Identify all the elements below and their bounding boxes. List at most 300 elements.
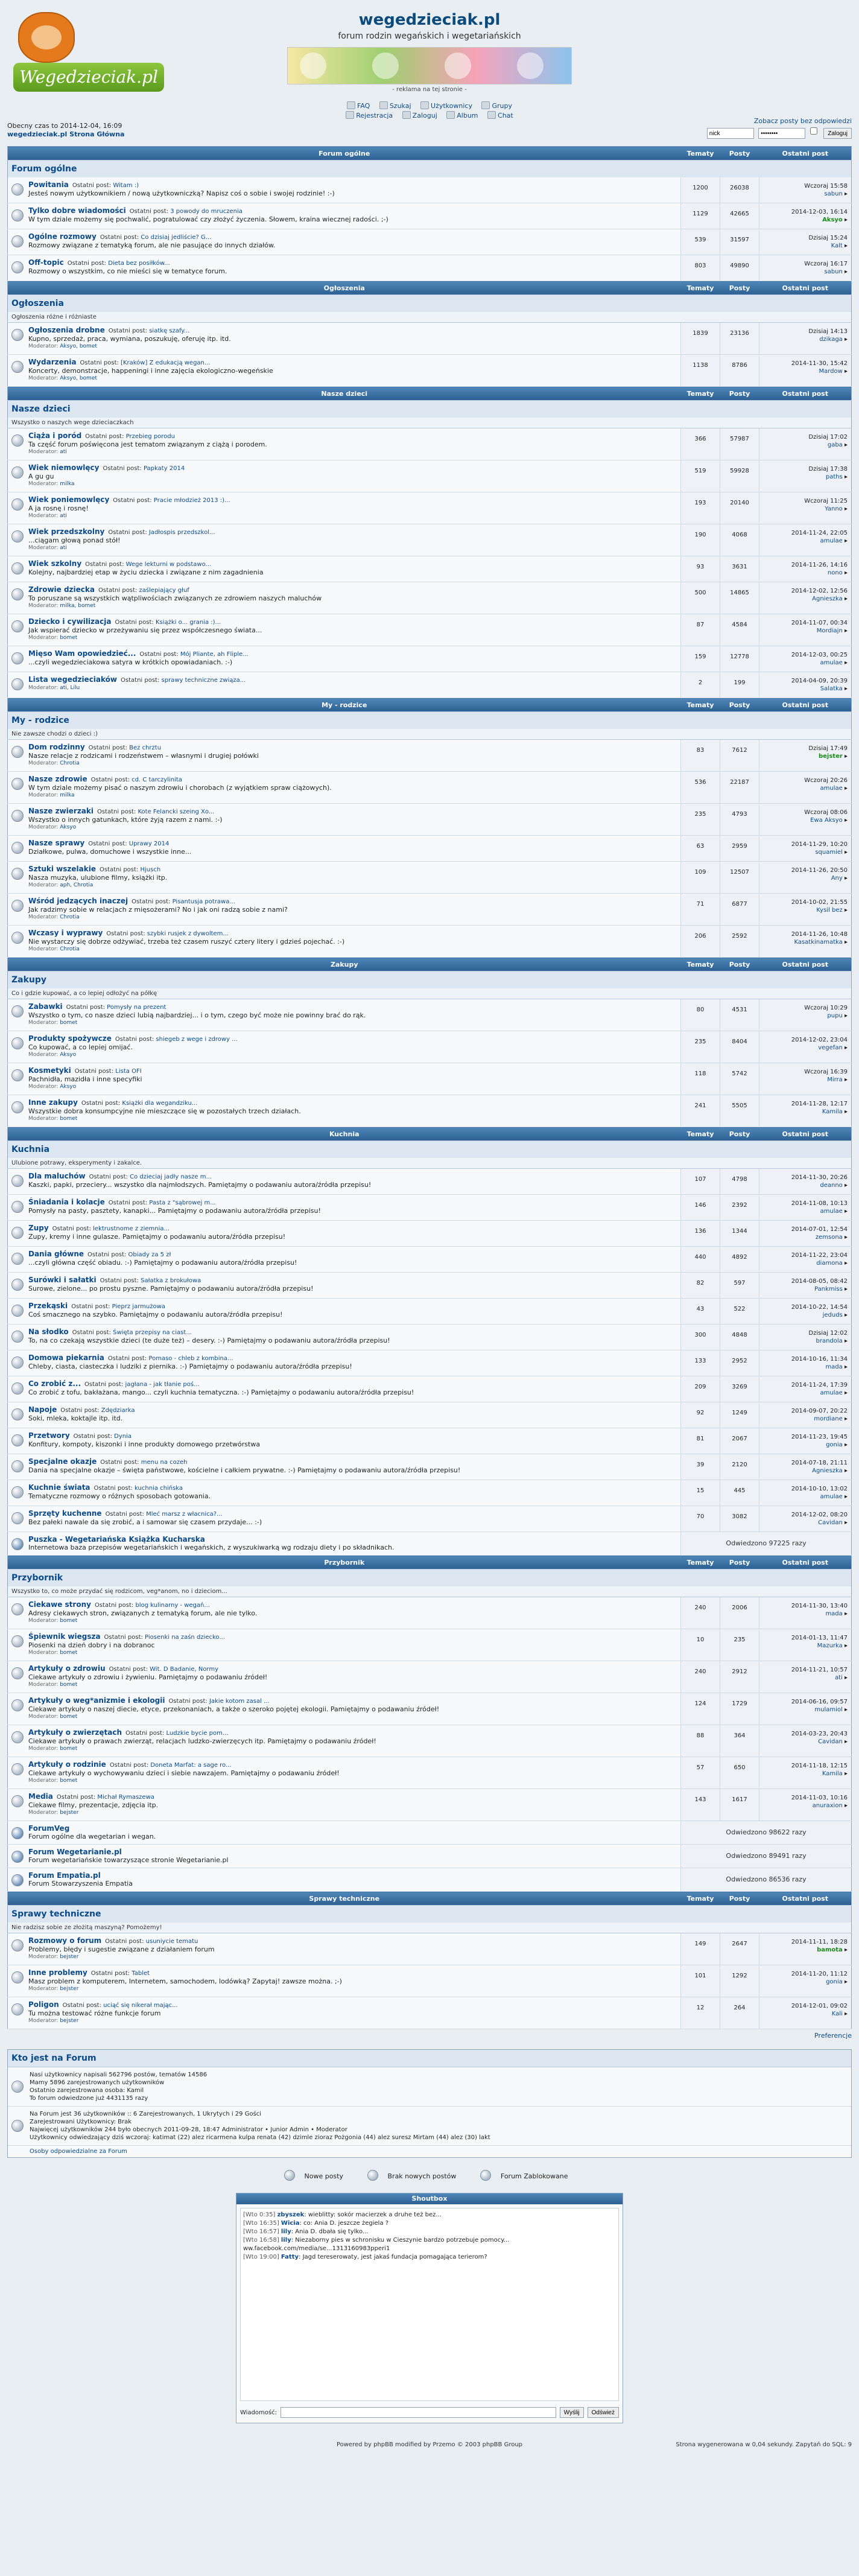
- forum-name-link[interactable]: Powitania: [28, 180, 69, 189]
- last-post-title-link[interactable]: Pomysły na prezent: [107, 1004, 166, 1011]
- autologin-checkbox[interactable]: [810, 127, 817, 135]
- forum-name-link[interactable]: Co zrobić z...: [28, 1379, 81, 1388]
- forum-name-link[interactable]: Wczasy i wyprawy: [28, 929, 103, 937]
- forum-row[interactable]: [8, 492, 852, 524]
- forum-row[interactable]: [8, 1063, 852, 1095]
- nav-album[interactable]: Album: [446, 112, 478, 119]
- last-post-user[interactable]: vegefan: [818, 1045, 843, 1051]
- forum-name-link[interactable]: Wiek szkolny: [28, 559, 82, 568]
- moderator-names[interactable]: bejster: [60, 2018, 79, 2024]
- forum-name-link[interactable]: Tylko dobre wiadomości: [28, 206, 126, 215]
- last-post-title-link[interactable]: blog kulinarny - wegań...: [135, 1602, 210, 1609]
- forum-row[interactable]: [8, 999, 852, 1031]
- forum-name-link[interactable]: Wśród jedzących inaczej: [28, 897, 128, 905]
- last-post-user[interactable]: zemsona: [815, 1234, 843, 1241]
- forum-row[interactable]: [8, 1247, 852, 1273]
- nav-faq[interactable]: FAQ: [347, 102, 370, 110]
- category-title[interactable]: My - rodzice: [8, 712, 852, 730]
- category-title[interactable]: Zakupy: [8, 972, 852, 989]
- forum-row[interactable]: [8, 1693, 852, 1725]
- forum-name-link[interactable]: Sprzęty kuchenne: [28, 1509, 102, 1518]
- go-to-post-icon[interactable]: ▸: [842, 1108, 848, 1115]
- last-post-title-link[interactable]: Pisantusja potrawa...: [172, 898, 235, 905]
- moderator-names[interactable]: bomet: [60, 1714, 78, 1720]
- go-to-post-icon[interactable]: ▸: [842, 1643, 848, 1649]
- last-post-user[interactable]: gonia: [826, 1979, 843, 1985]
- forum-name-link[interactable]: Inne problemy: [28, 1968, 87, 1977]
- forum-row[interactable]: [8, 1997, 852, 2029]
- moderator-names[interactable]: aph, Chrotia: [60, 882, 94, 888]
- last-post-title-link[interactable]: Książki dla wegandziku...: [122, 1100, 198, 1107]
- forum-row[interactable]: [8, 646, 852, 672]
- go-to-post-icon[interactable]: ▸: [842, 1045, 848, 1051]
- shout-user[interactable]: Wicia: [281, 2220, 300, 2227]
- last-post-user[interactable]: amulae: [820, 1208, 843, 1215]
- nav-search[interactable]: Szukaj: [379, 102, 411, 110]
- forum-name-link[interactable]: Przetwory: [28, 1431, 70, 1440]
- go-to-post-icon[interactable]: ▸: [842, 1468, 848, 1474]
- last-post-user[interactable]: Mirra: [827, 1077, 843, 1083]
- forum-name-link[interactable]: Dom rodzinny: [28, 743, 85, 751]
- last-post-title-link[interactable]: Pieprz jarmużowa: [112, 1303, 165, 1310]
- last-post-title-link[interactable]: Mleć marsz z włacnica?...: [146, 1511, 223, 1518]
- shoutbox-input[interactable]: [281, 2407, 556, 2418]
- moderator-names[interactable]: ati: [60, 513, 67, 519]
- go-to-post-icon[interactable]: ▸: [842, 538, 848, 544]
- forum-name-link[interactable]: Na słodko: [28, 1328, 69, 1336]
- username-field[interactable]: [707, 128, 754, 139]
- forum-name-link[interactable]: Ogłoszenia drobne: [28, 326, 105, 334]
- moderator-names[interactable]: Chrotia: [60, 914, 80, 920]
- forum-row[interactable]: [8, 1273, 852, 1299]
- redirect-forum-link[interactable]: Forum Empatia.pl: [28, 1871, 101, 1880]
- forum-row[interactable]: [8, 1597, 852, 1629]
- last-post-title-link[interactable]: shiegeb z wege i zdrowy ...: [156, 1036, 238, 1043]
- forum-row[interactable]: [8, 255, 852, 281]
- go-to-post-icon[interactable]: ▸: [842, 1519, 848, 1526]
- last-post-title-link[interactable]: Lista OFI: [115, 1068, 142, 1075]
- last-post-title-link[interactable]: Książki o... grania :)...: [155, 619, 221, 626]
- moderator-names[interactable]: milka: [60, 792, 75, 798]
- category-title[interactable]: Kuchnia: [8, 1141, 852, 1159]
- go-to-post-icon[interactable]: ▸: [842, 336, 848, 343]
- moderator-names[interactable]: bomet: [60, 635, 78, 641]
- redirect-forum-link[interactable]: Forum Wegetarianie.pl: [28, 1848, 122, 1856]
- moderator-names[interactable]: milka, bomet: [60, 603, 96, 609]
- forum-name-link[interactable]: Śniadania i kolacje: [28, 1198, 105, 1206]
- forum-name-link[interactable]: Wiek poniemowlęcy: [28, 495, 110, 504]
- moderator-names[interactable]: bomet: [60, 1618, 78, 1624]
- last-post-title-link[interactable]: Jakie kotom zasal ...: [209, 1698, 270, 1705]
- last-post-title-link[interactable]: cd. C tarczylinita: [132, 777, 182, 783]
- last-post-title-link[interactable]: Dieta bez posiłków...: [108, 260, 170, 267]
- ad-banner[interactable]: [287, 47, 572, 84]
- go-to-post-icon[interactable]: ▸: [842, 785, 848, 792]
- last-post-user[interactable]: Salatka: [820, 685, 843, 692]
- last-post-user[interactable]: amulae: [820, 785, 843, 792]
- shoutbox-refresh-button[interactable]: Odśwież: [588, 2407, 619, 2418]
- last-post-title-link[interactable]: Obiady za 5 zł: [128, 1251, 171, 1258]
- go-to-post-icon[interactable]: ▸: [842, 753, 848, 760]
- login-button[interactable]: Zaloguj: [823, 128, 852, 139]
- category-title[interactable]: Forum ogólne: [8, 161, 852, 178]
- last-post-title-link[interactable]: Co dzisiaj jedliście? G...: [141, 234, 212, 241]
- last-post-title-link[interactable]: usuniycie tematu: [145, 1938, 198, 1945]
- last-post-title-link[interactable]: Dynia: [114, 1433, 132, 1440]
- moderator-names[interactable]: bomet: [60, 1682, 78, 1688]
- moderator-names[interactable]: Aksyo, bomet: [60, 343, 97, 349]
- go-to-post-icon[interactable]: ▸: [842, 243, 848, 249]
- forum-name-link[interactable]: Artykuły o zwierzętach: [28, 1728, 122, 1737]
- last-post-title-link[interactable]: Michał Rymaszewa: [97, 1794, 154, 1801]
- forum-name-link[interactable]: Mięso Wam opowiedzieć...: [28, 649, 136, 658]
- forum-name-link[interactable]: Artykuły o rodzinie: [28, 1760, 106, 1769]
- last-post-user[interactable]: sabun: [824, 191, 843, 197]
- forum-name-link[interactable]: Wydarzenia: [28, 358, 77, 366]
- forum-row[interactable]: [8, 428, 852, 460]
- forum-name-link[interactable]: Przekąski: [28, 1302, 68, 1310]
- forum-name-link[interactable]: Rozmowy o forum: [28, 1936, 102, 1945]
- last-post-user[interactable]: Any: [831, 875, 843, 882]
- last-post-title-link[interactable]: jagłana - jak tłanie poś...: [125, 1381, 200, 1388]
- staff-link[interactable]: Osoby odpowiedzialne za Forum: [30, 2148, 127, 2155]
- go-to-post-icon[interactable]: ▸: [842, 628, 848, 634]
- forum-row[interactable]: [8, 1629, 852, 1661]
- forum-name-link[interactable]: Zdrowie dziecka: [28, 585, 95, 594]
- last-post-title-link[interactable]: [Kraków] Z edukacją wegan...: [121, 360, 211, 366]
- forum-row[interactable]: [8, 1933, 852, 1965]
- forum-row[interactable]: [8, 772, 852, 804]
- preferences-link[interactable]: Preferencje: [814, 2032, 852, 2040]
- forum-row[interactable]: [8, 524, 852, 556]
- last-post-user[interactable]: pupu: [827, 1013, 843, 1019]
- last-post-user[interactable]: ati: [834, 1674, 843, 1681]
- last-post-user[interactable]: nono: [827, 570, 843, 576]
- shout-user[interactable]: lily: [281, 2228, 291, 2235]
- shout-user[interactable]: Fatty: [281, 2254, 299, 2260]
- go-to-post-icon[interactable]: ▸: [842, 1338, 848, 1344]
- forum-name-link[interactable]: Kuchnie świata: [28, 1483, 90, 1492]
- last-post-user[interactable]: amulae: [820, 660, 843, 666]
- last-post-user[interactable]: mada: [825, 1364, 843, 1370]
- last-post-title-link[interactable]: Przebieg porodu: [125, 433, 175, 440]
- go-to-post-icon[interactable]: ▸: [842, 1979, 848, 1985]
- moderator-names[interactable]: Aksyo, bomet: [60, 375, 97, 381]
- last-post-user[interactable]: amulae: [820, 538, 843, 544]
- moderator-names[interactable]: bomet: [60, 1116, 78, 1122]
- go-to-post-icon[interactable]: ▸: [842, 596, 848, 602]
- last-post-user[interactable]: bamota: [817, 1947, 843, 1953]
- forum-row[interactable]: [8, 203, 852, 229]
- last-post-title-link[interactable]: Ludzkie bycie pom...: [166, 1730, 229, 1737]
- last-post-title-link[interactable]: Doneta Marfat: a sage ro...: [150, 1762, 232, 1769]
- forum-name-link[interactable]: Nasze sprawy: [28, 839, 85, 847]
- forum-name-link[interactable]: Zabawki: [28, 1002, 63, 1011]
- go-to-post-icon[interactable]: ▸: [842, 1770, 848, 1777]
- go-to-post-icon[interactable]: ▸: [842, 269, 848, 275]
- forum-name-link[interactable]: Sztuki wszelakie: [28, 865, 96, 873]
- last-post-user[interactable]: Kamila: [822, 1108, 843, 1115]
- index-link[interactable]: wegedzieciak.pl Strona Główna: [7, 130, 125, 138]
- last-post-user[interactable]: squamiel: [815, 849, 843, 856]
- category-title[interactable]: Sprawy techniczne: [8, 1906, 852, 1923]
- last-post-user[interactable]: mada: [825, 1611, 843, 1617]
- forum-name-link[interactable]: Nasze zwierzaki: [28, 807, 94, 815]
- forum-row[interactable]: [8, 804, 852, 836]
- forum-row[interactable]: [8, 1195, 852, 1221]
- forum-row[interactable]: [8, 926, 852, 958]
- forum-name-link[interactable]: Zupy: [28, 1224, 49, 1232]
- forum-row[interactable]: [8, 614, 852, 646]
- last-post-user[interactable]: amulae: [820, 1493, 843, 1500]
- last-post-user[interactable]: gonia: [826, 1442, 843, 1448]
- last-post-user[interactable]: anuraxion: [812, 1802, 843, 1809]
- redirect-forum-row[interactable]: [8, 1868, 852, 1892]
- last-post-user[interactable]: Kali: [831, 2011, 843, 2017]
- last-post-title-link[interactable]: sprawy techniczne związa...: [161, 677, 246, 684]
- last-post-user[interactable]: mordiane: [814, 1416, 843, 1422]
- moderator-names[interactable]: bomet: [60, 1020, 78, 1026]
- category-title[interactable]: Przybornik: [8, 1569, 852, 1587]
- forum-row[interactable]: [8, 672, 852, 698]
- forum-name-link[interactable]: Dziecko i cywilizacja: [28, 617, 112, 626]
- go-to-post-icon[interactable]: ▸: [842, 1706, 848, 1713]
- last-post-user[interactable]: Mazurka: [817, 1643, 843, 1649]
- moderator-names[interactable]: bomet: [60, 1778, 78, 1784]
- last-post-title-link[interactable]: siatkę szafy...: [149, 328, 190, 334]
- forum-row[interactable]: [8, 1095, 852, 1127]
- forum-row[interactable]: [8, 556, 852, 582]
- moderator-names[interactable]: ati, Lilu: [60, 685, 80, 691]
- last-post-title-link[interactable]: kuchnia chińska: [135, 1485, 183, 1492]
- go-to-post-icon[interactable]: ▸: [842, 939, 848, 946]
- last-post-title-link[interactable]: 3 powody do mruczenia: [170, 208, 242, 215]
- go-to-post-icon[interactable]: ▸: [842, 685, 848, 692]
- go-to-post-icon[interactable]: ▸: [842, 849, 848, 856]
- forum-name-link[interactable]: Inne zakupy: [28, 1098, 78, 1107]
- go-to-post-icon[interactable]: ▸: [842, 506, 848, 512]
- go-to-post-icon[interactable]: ▸: [842, 1364, 848, 1370]
- forum-row[interactable]: [8, 894, 852, 926]
- forum-row[interactable]: [8, 862, 852, 894]
- go-to-post-icon[interactable]: ▸: [842, 1013, 848, 1019]
- forum-row[interactable]: [8, 1402, 852, 1428]
- last-post-user[interactable]: diamona: [816, 1260, 843, 1267]
- go-to-post-icon[interactable]: ▸: [842, 1674, 848, 1681]
- forum-name-link[interactable]: Napoje: [28, 1405, 57, 1414]
- last-post-title-link[interactable]: Wit. D Badanie, Normy: [150, 1666, 219, 1673]
- forum-row[interactable]: [8, 1299, 852, 1325]
- forum-row[interactable]: [8, 1965, 852, 1997]
- forum-name-link[interactable]: Nasze zdrowie: [28, 775, 87, 783]
- last-post-user[interactable]: Aksyo: [822, 217, 843, 223]
- last-post-title-link[interactable]: Kote Felancki szeing Xo...: [138, 809, 215, 815]
- go-to-post-icon[interactable]: ▸: [842, 1234, 848, 1241]
- forum-row[interactable]: [8, 1376, 852, 1402]
- forum-row[interactable]: [8, 1661, 852, 1693]
- forum-row[interactable]: [8, 740, 852, 772]
- moderator-names[interactable]: milka: [60, 481, 75, 487]
- forum-row[interactable]: [8, 1169, 852, 1195]
- forum-row[interactable]: [8, 229, 852, 255]
- shout-user[interactable]: zbyszek: [277, 2212, 305, 2218]
- go-to-post-icon[interactable]: ▸: [842, 1738, 848, 1745]
- last-post-user[interactable]: paths: [825, 474, 843, 480]
- last-post-title-link[interactable]: Jadłospis przedszkol...: [148, 529, 215, 536]
- last-post-user[interactable]: Kysil bez: [816, 907, 843, 914]
- last-post-user[interactable]: Kalt: [831, 243, 843, 249]
- go-to-post-icon[interactable]: ▸: [842, 217, 848, 223]
- last-post-user[interactable]: dzikaga: [819, 336, 843, 343]
- moderator-names[interactable]: Aksyo: [60, 1084, 77, 1090]
- go-to-post-icon[interactable]: ▸: [842, 1947, 848, 1953]
- last-post-user[interactable]: gaba: [827, 442, 843, 448]
- category-title[interactable]: Nasze dzieci: [8, 401, 852, 418]
- nav-chat[interactable]: Chat: [487, 112, 513, 119]
- forum-name-link[interactable]: Produkty spożywcze: [28, 1034, 112, 1043]
- moderator-names[interactable]: Aksyo: [60, 824, 77, 830]
- redirect-forum-row[interactable]: [8, 1821, 852, 1845]
- last-post-user[interactable]: Mordiajn: [816, 628, 843, 634]
- forum-name-link[interactable]: Śpiewnik wiegsza: [28, 1632, 101, 1641]
- go-to-post-icon[interactable]: ▸: [842, 368, 848, 375]
- last-post-title-link[interactable]: zaślepiający głuf: [139, 587, 189, 594]
- last-post-title-link[interactable]: lektrustnome z ziemnia...: [93, 1226, 170, 1232]
- redirect-forum-row[interactable]: [8, 1532, 852, 1556]
- forum-name-link[interactable]: Poligon: [28, 2000, 59, 2009]
- password-field[interactable]: [758, 128, 805, 139]
- last-post-user[interactable]: Agnieszka: [812, 596, 843, 602]
- last-post-title-link[interactable]: menu na cozeh: [141, 1459, 188, 1466]
- go-to-post-icon[interactable]: ▸: [842, 1802, 848, 1809]
- moderator-names[interactable]: Chrotia: [60, 946, 80, 952]
- last-post-user[interactable]: Kamila: [822, 1770, 843, 1777]
- last-post-user[interactable]: brandola: [816, 1338, 843, 1344]
- last-post-title-link[interactable]: Tablet: [132, 1970, 150, 1977]
- go-to-post-icon[interactable]: ▸: [842, 1390, 848, 1396]
- nav-login[interactable]: Zaloguj: [402, 112, 437, 119]
- category-title[interactable]: Ogłoszenia: [8, 295, 852, 313]
- go-to-post-icon[interactable]: ▸: [842, 875, 848, 882]
- forum-row[interactable]: [8, 582, 852, 614]
- forum-name-link[interactable]: Kosmetyki: [28, 1066, 71, 1075]
- last-post-title-link[interactable]: uciąć się nikerał mając...: [103, 2002, 178, 2009]
- last-post-title-link[interactable]: Wege lekturni w podstawo...: [125, 561, 212, 568]
- forum-row[interactable]: [8, 1350, 852, 1376]
- go-to-post-icon[interactable]: ▸: [842, 1312, 848, 1318]
- forum-row[interactable]: [8, 460, 852, 492]
- last-post-title-link[interactable]: Bez chrztu: [129, 745, 162, 751]
- ad-caption[interactable]: - reklama na tej stronie -: [392, 86, 467, 93]
- go-to-post-icon[interactable]: ▸: [842, 1493, 848, 1500]
- last-post-title-link[interactable]: Pomaso - chleb z kombina...: [148, 1355, 233, 1362]
- last-post-title-link[interactable]: Witam :): [113, 182, 139, 189]
- forum-row[interactable]: [8, 1789, 852, 1821]
- moderator-names[interactable]: ati: [60, 449, 67, 455]
- go-to-post-icon[interactable]: ▸: [842, 907, 848, 914]
- forum-name-link[interactable]: Dania główne: [28, 1250, 84, 1258]
- nav-groups[interactable]: Grupy: [481, 102, 512, 110]
- go-to-post-icon[interactable]: ▸: [842, 1416, 848, 1422]
- forum-row[interactable]: [8, 1031, 852, 1063]
- forum-row[interactable]: [8, 1757, 852, 1789]
- last-post-user[interactable]: jeduds: [822, 1312, 843, 1318]
- site-logo[interactable]: [7, 7, 164, 98]
- go-to-post-icon[interactable]: ▸: [842, 660, 848, 666]
- redirect-forum-link[interactable]: Puszka - Wegetariańska Książka Kucharska: [28, 1535, 205, 1544]
- go-to-post-icon[interactable]: ▸: [842, 570, 848, 576]
- last-post-user[interactable]: amulae: [820, 1390, 843, 1396]
- last-post-title-link[interactable]: Piosenki na zaśn dziecko...: [145, 1634, 225, 1641]
- go-to-post-icon[interactable]: ▸: [842, 474, 848, 480]
- last-post-user[interactable]: Pankmiss: [814, 1286, 843, 1293]
- last-post-title-link[interactable]: Hjusch: [140, 867, 161, 873]
- nav-members[interactable]: Użytkownicy: [420, 102, 472, 110]
- forum-row[interactable]: [8, 1480, 852, 1506]
- moderator-names[interactable]: Aksyo: [60, 1052, 77, 1058]
- moderator-names[interactable]: bomet: [60, 1746, 78, 1752]
- forum-row[interactable]: [8, 323, 852, 355]
- last-post-user[interactable]: Cavidan: [818, 1519, 843, 1526]
- forum-name-link[interactable]: Wiek przedszkolny: [28, 527, 105, 536]
- forum-name-link[interactable]: Domowa piekarnia: [28, 1353, 104, 1362]
- forum-name-link[interactable]: Artykuły o weg*anizmie i ekologii: [28, 1696, 165, 1705]
- forum-row[interactable]: [8, 1725, 852, 1757]
- last-post-title-link[interactable]: Święta przepisy na ciast...: [113, 1329, 192, 1336]
- last-post-title-link[interactable]: Uprawy 2014: [128, 841, 170, 847]
- moderator-names[interactable]: bejster: [60, 1986, 79, 1992]
- forum-name-link[interactable]: Dla maluchów: [28, 1172, 86, 1180]
- go-to-post-icon[interactable]: ▸: [842, 817, 848, 824]
- last-post-title-link[interactable]: Pracie młodzież 2013 :)...: [153, 497, 230, 504]
- last-post-user[interactable]: Yanno: [825, 506, 843, 512]
- go-to-post-icon[interactable]: ▸: [842, 2011, 848, 2017]
- shout-user[interactable]: lily: [281, 2237, 291, 2244]
- forum-row[interactable]: [8, 836, 852, 862]
- last-post-user[interactable]: Mardow: [819, 368, 843, 375]
- forum-row[interactable]: [8, 1506, 852, 1532]
- go-to-post-icon[interactable]: ▸: [842, 1260, 848, 1267]
- forum-name-link[interactable]: Surówki i sałatki: [28, 1276, 97, 1284]
- last-post-user[interactable]: sabun: [824, 269, 843, 275]
- redirect-forum-row[interactable]: [8, 1845, 852, 1868]
- last-post-user[interactable]: Kasatkinamatka: [794, 939, 843, 946]
- go-to-post-icon[interactable]: ▸: [842, 1077, 848, 1083]
- last-post-user[interactable]: Ewa Aksyo: [810, 817, 843, 824]
- forum-row[interactable]: [8, 1221, 852, 1247]
- forum-name-link[interactable]: Ciekawe strony: [28, 1600, 91, 1609]
- last-post-title-link[interactable]: Zdędziarka: [101, 1407, 135, 1414]
- last-post-title-link[interactable]: szybki rusjek z dywoltem...: [147, 930, 229, 937]
- moderator-names[interactable]: ati: [60, 545, 67, 551]
- nav-register[interactable]: Rejestracja: [346, 112, 393, 119]
- last-post-title-link[interactable]: Papkaty 2014: [143, 465, 185, 472]
- moderator-names[interactable]: bejster: [60, 1954, 79, 1960]
- unanswered-link[interactable]: Zobacz posty bez odpowiedzi: [753, 116, 852, 125]
- shoutbox-send-button[interactable]: Wyślij: [560, 2407, 584, 2418]
- moderator-names[interactable]: Chrotia: [60, 760, 80, 766]
- forum-name-link[interactable]: Artykuły o zdrowiu: [28, 1664, 106, 1673]
- redirect-forum-link[interactable]: ForumVeg: [28, 1824, 70, 1833]
- forum-name-link[interactable]: Ciąża i poród: [28, 431, 82, 440]
- last-post-user[interactable]: bejster: [818, 753, 843, 760]
- go-to-post-icon[interactable]: ▸: [842, 1286, 848, 1293]
- moderator-names[interactable]: bejster: [60, 1810, 79, 1816]
- last-post-user[interactable]: deanno: [820, 1182, 843, 1189]
- go-to-post-icon[interactable]: ▸: [842, 1611, 848, 1617]
- shoutbox-messages[interactable]: [240, 2208, 619, 2401]
- forum-name-link[interactable]: Wiek niemowlęcy: [28, 463, 100, 472]
